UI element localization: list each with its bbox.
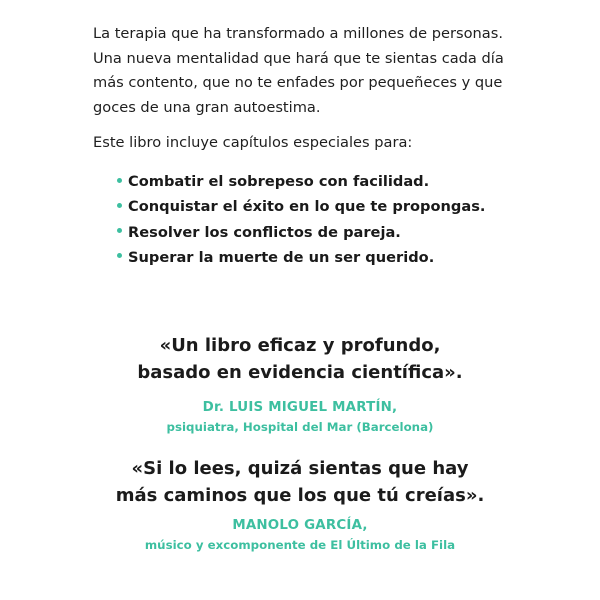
bullet-icon <box>117 228 122 233</box>
quote-text-line-2: más caminos que los que tú creías». <box>115 484 485 506</box>
list-item-text: Resolver los conflictos de pareja. <box>128 223 401 241</box>
list-item <box>117 245 485 270</box>
quote-author: Dr. LUIS MIGUEL MARTÍN, <box>202 400 398 415</box>
list-item-text: Superar la muerte de un ser querido. <box>128 248 435 266</box>
quote-author-role: psiquiatra, Hospital del Mar (Barcelona) <box>166 420 434 434</box>
bullet-icon <box>117 253 122 258</box>
quote-text-line-2: basado en evidencia científica». <box>137 361 463 383</box>
includes-heading: Este libro incluye capítulos especiales para: <box>93 134 413 151</box>
list-item-text: Conquistar el éxito en lo que te propongas. <box>128 198 486 216</box>
list-item <box>117 169 485 194</box>
bullet-icon <box>117 178 122 183</box>
testimonial-2 <box>0 456 600 555</box>
testimonial-1 <box>0 333 600 437</box>
bullet-icon <box>117 203 122 208</box>
quote-text-line-1: «Un libro eficaz y profundo, <box>159 335 441 356</box>
quote-author-role: músico y excomponente de El Último de la Fila <box>144 538 456 552</box>
list-item <box>117 194 485 219</box>
quote-text-line-1: «Si lo lees, quizá sientas que hay <box>131 458 469 479</box>
intro-paragraph: La terapia que ha transformado a millones de personas. Una nueva mentalidad que hará que te sientas cada día más contento, que no te enfades por pequeñeces y que goces de una gran autoestima. <box>93 25 504 116</box>
list-item <box>117 220 485 245</box>
chapter-list <box>117 169 485 270</box>
quote-author: MANOLO GARCÍA, <box>232 518 368 533</box>
list-item-text: Combatir el sobrepeso con facilidad. <box>128 173 430 190</box>
